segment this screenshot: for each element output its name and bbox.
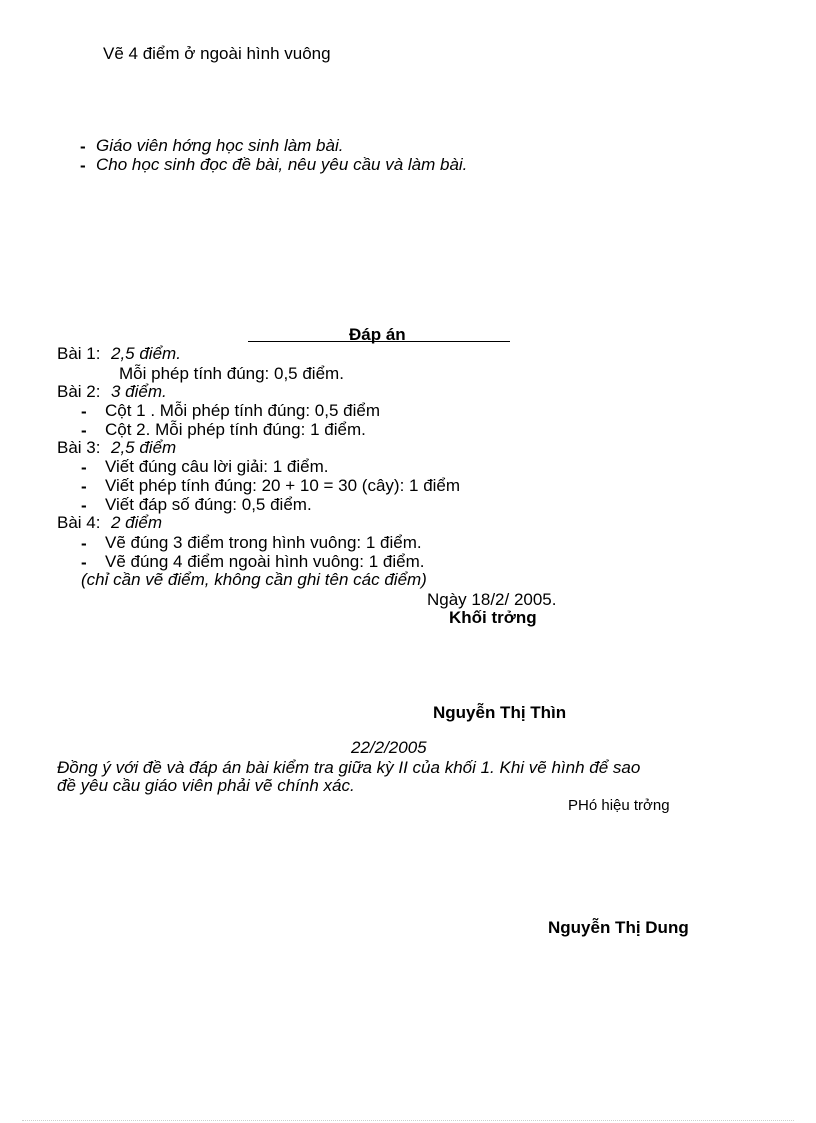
approval-name: Nguyễn Thị Dung: [548, 918, 689, 937]
answer-key-title: Đáp án: [349, 325, 406, 344]
bai4-score: 2 điểm: [111, 513, 163, 532]
approval-role: PHó hiệu trởng: [568, 797, 670, 814]
top-instruction-line: Vẽ 4 điểm ở ngoài hình vuông: [103, 44, 331, 63]
bai1-label: Bài 1:: [57, 344, 101, 363]
bai2-bullet-2: -: [81, 421, 87, 440]
approval-text-line-1: Đồng ý với đề và đáp án bài kiểm tra giữa kỳ II của khối 1. Khi vẽ hình để sao: [57, 758, 641, 777]
bai4-label: Bài 4:: [57, 513, 101, 532]
page-bottom-border: [22, 1120, 794, 1121]
bai3-label: Bài 3:: [57, 438, 101, 457]
bai3-line-3: Viết đáp số đúng: 0,5 điểm.: [105, 495, 312, 514]
bai3-bullet-3: -: [81, 496, 87, 515]
signature1-name: Nguyễn Thị Thìn: [433, 703, 567, 722]
bai3-line-1: Viết đúng câu lời giải: 1 điểm.: [105, 457, 329, 476]
bai1-score: 2,5 điểm.: [111, 344, 181, 363]
bai3-bullet-2: -: [81, 477, 87, 496]
bai2-score: 3 điểm.: [111, 382, 167, 401]
bai4-line-2: Vẽ đúng 4 điểm ngoài hình vuông: 1 điểm.: [105, 552, 425, 571]
bai4-bullet-2: -: [81, 553, 87, 572]
bai4-bullet-1: -: [81, 534, 87, 553]
bai3-bullet-1: -: [81, 458, 87, 477]
answer-key-note: (chỉ cần vẽ điểm, không cần ghi tên các điểm): [81, 570, 427, 589]
bai1-line-1: Mỗi phép tính đúng: 0,5 điểm.: [119, 364, 344, 383]
approval-date: 22/2/2005: [351, 738, 427, 757]
teacher-note-2: Cho học sinh đọc đề bài, nêu yêu cầu và làm bài.: [96, 155, 468, 174]
bai3-line-2: Viết phép tính đúng: 20 + 10 = 30 (cây): 1 điểm: [105, 476, 461, 495]
note-bullet-1: -: [80, 137, 86, 156]
bai2-line-2: Cột 2. Mỗi phép tính đúng: 1 điểm.: [105, 420, 366, 439]
bai2-label: Bài 2:: [57, 382, 101, 401]
bai3-score: 2,5 điểm: [111, 438, 177, 457]
approval-text-line-2: đề yêu cầu giáo viên phải vẽ chính xác.: [57, 776, 355, 795]
signature1-role: Khối trởng: [449, 608, 537, 627]
teacher-note-1: Giáo viên hớng học sinh làm bài.: [96, 136, 344, 155]
bai4-line-1: Vẽ đúng 3 điểm trong hình vuông: 1 điểm.: [105, 533, 422, 552]
note-bullet-2: -: [80, 156, 86, 175]
bai2-line-1: Cột 1 . Mỗi phép tính đúng: 0,5 điểm: [105, 401, 381, 420]
signature1-date: Ngày 18/2/ 2005.: [427, 590, 557, 609]
bai2-bullet-1: -: [81, 402, 87, 421]
